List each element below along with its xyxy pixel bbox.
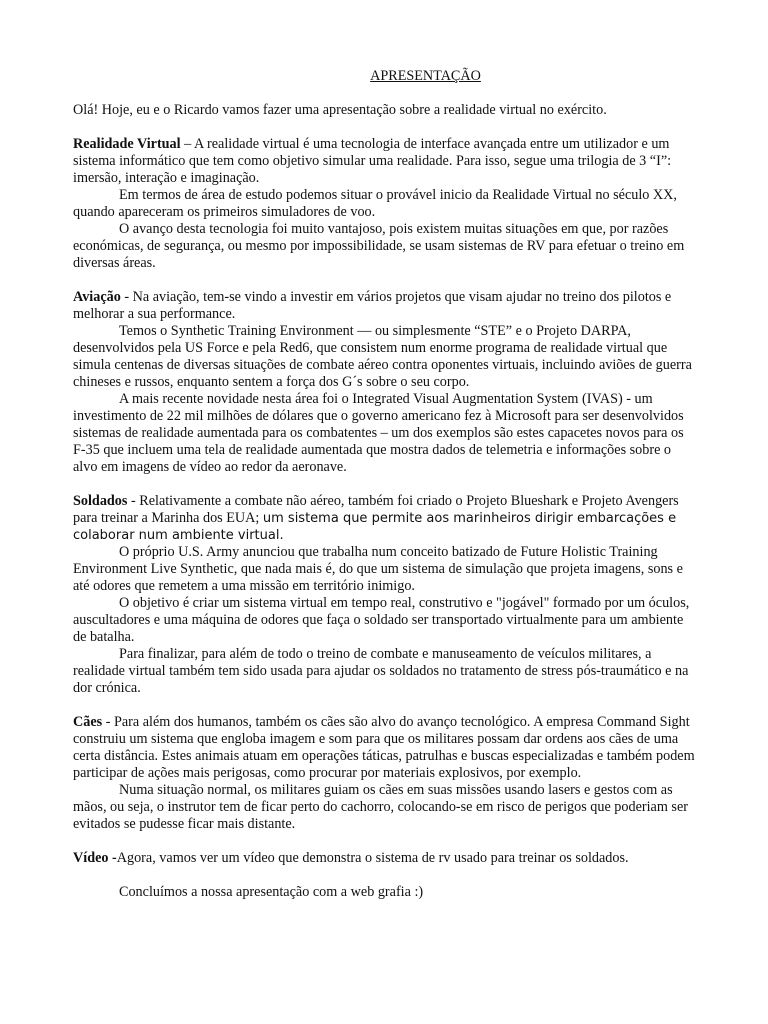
soldados-paragraph-1 bbox=[73, 493, 698, 544]
rv-heading: Realidade Virtual bbox=[73, 136, 181, 152]
rv-text-1: – A realidade virtual é uma tecnologia de interface avançada entre um utilizador e um sistema informático que tem como objetivo simular uma realidade. Para isso, segue uma trilogia de 3 “I”: imersão, interação e imaginação. bbox=[73, 136, 672, 186]
caes-paragraph-1 bbox=[73, 714, 698, 782]
intro-paragraph: Olá! Hoje, eu e o Ricardo vamos fazer uma apresentação sobre a realidade virtual no exército. bbox=[73, 102, 607, 118]
caes-text-1: - Para além dos humanos, também os cães são alvo do avanço tecnológico. A empresa Command Sight construiu um sistema que engloba imagem e som para que os militares possam dar ordens aos cães de uma certa distância. Estes animais atuam em operações táticas, patrulhas e buscas especializadas e também podem participar de ações mais perigosas, como procurar por materiais explosivos, por exemplo. bbox=[73, 714, 695, 781]
caes-heading: Cães bbox=[73, 714, 103, 730]
conclusion-paragraph: Concluímos a nossa apresentação com a web grafia :) bbox=[119, 884, 424, 900]
document-title: APRESENTAÇÃO bbox=[370, 68, 481, 84]
soldados-paragraph-3: O objetivo é criar um sistema virtual em tempo real, construtivo e "jogável" formado por um óculos, auscultadores e uma máquina de odores que faça o soldado ser transportado virtualmente para um ambiente de batalha. bbox=[73, 595, 690, 645]
aviacao-text-1: - Na aviação, tem-se vindo a investir em vários projetos que visam ajudar no treino dos pilotos e melhorar a sua performance. bbox=[73, 289, 672, 322]
aviacao-paragraph-1 bbox=[73, 289, 698, 323]
video-text: Agora, vamos ver um vídeo que demonstra o sistema de rv usado para treinar os soldados. bbox=[116, 850, 629, 866]
aviacao-paragraph-2: Temos o Synthetic Training Environment — ou simplesmente “STE” e o Projeto DARPA, desenvolvidos pela US Force e pela Red6, que consistem num enorme programa de realidade virtual que simula centenas de diversas situações de combate aéreo contra oponentes virtuais, incluindo aviões de guerra chineses e russos, enquanto sentem a força dos G´s sobre o seu corpo. bbox=[73, 323, 692, 390]
rv-paragraph-2: Em termos de área de estudo podemos situar o provável inicio da Realidade Virtual no século XX, quando apareceram os primeiros simuladores de voo. bbox=[73, 187, 677, 220]
caes-paragraph-2: Numa situação normal, os militares guiam os cães em suas missões usando lasers e gestos com as mãos, ou seja, o instrutor tem de ficar perto do cachorro, colocando-se em risco de perigos que poderiam ser evitados se pudesse ficar mais distante. bbox=[73, 782, 688, 832]
soldados-text-1a: - Relativamente a combate não aéreo, também foi criado o Projeto Blueshark e Projeto Avengers para treinar a Marinha dos EUA; bbox=[73, 493, 679, 526]
soldados-paragraph-2: O próprio U.S. Army anunciou que trabalha num conceito batizado de Future Holistic Training Environment Live Synthetic, que nada mais é, do que um sistema de simulação que projeta imagens, sons e até odores que remetem a uma missão em território inimigo. bbox=[73, 544, 683, 594]
video-paragraph bbox=[73, 850, 698, 867]
soldados-paragraph-4: Para finalizar, para além de todo o treino de combate e manuseamento de veículos militares, a realidade virtual também tem sido usada para ajudar os soldados no tratamento de stress pós-traumático e na dor crónica. bbox=[73, 646, 689, 696]
aviacao-heading: Aviação bbox=[73, 289, 121, 305]
soldados-heading: Soldados bbox=[73, 493, 128, 509]
rv-paragraph-1 bbox=[73, 136, 698, 187]
video-heading: Vídeo - bbox=[73, 850, 117, 866]
rv-paragraph-3: O avanço desta tecnologia foi muito vantajoso, pois existem muitas situações em que, por razões económicas, de segurança, ou mesmo por impossibilidade, se usam sistemas de RV para efetuar o treino em diversas áreas. bbox=[73, 221, 685, 271]
soldados-text-1b: um sistema que permite aos marinheiros dirigir embarcações e colaborar num ambiente virtual. bbox=[73, 511, 677, 543]
aviacao-paragraph-3: A mais recente novidade nesta área foi o Integrated Visual Augmentation System (IVAS) - um investimento de 22 mil milhões de dólares que o governo americano fez à Microsoft para ser desenvolvidos sistemas de realidade aumentada para os combatentes – um dos exemplos são estes capacetes novos para os F-35 que incluem uma tela de realidade aumentada que mostra dados de telemetria e informações sobre o alvo em imagens de vídeo ao redor da aeronave. bbox=[73, 391, 684, 475]
